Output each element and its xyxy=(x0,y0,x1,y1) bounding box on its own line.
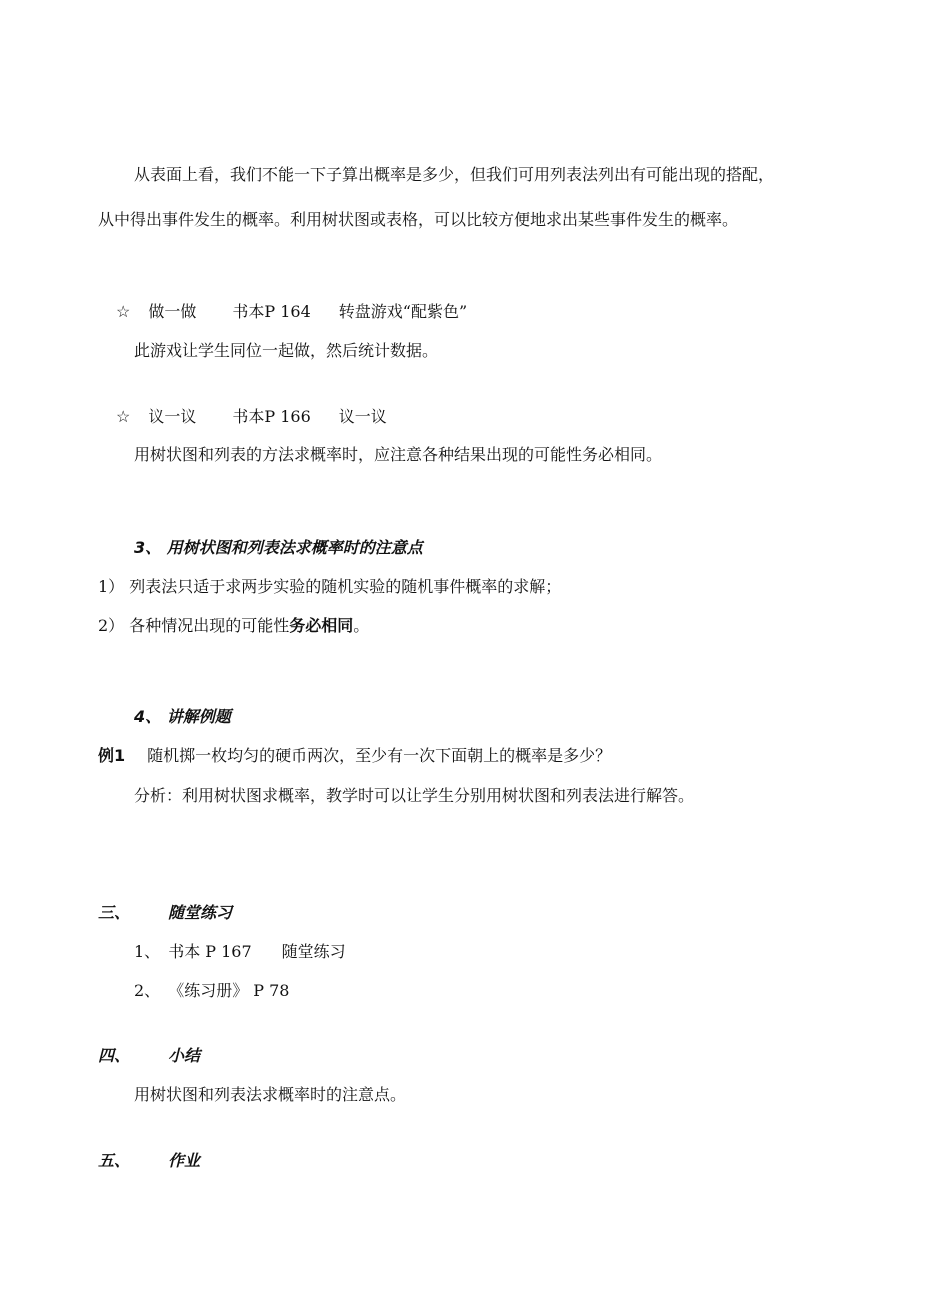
item-text: 2） 各种情况出现的可能性 xyxy=(98,616,290,635)
activity-title: 转盘游戏“配紫色” xyxy=(338,302,468,321)
section-3-heading: 3、 用树状图和列表法求概率时的注意点 xyxy=(134,538,423,557)
activity-do-desc: 此游戏让学生同位一起做，然后统计数据。 xyxy=(134,341,439,360)
item-title: 随堂练习 xyxy=(281,942,346,961)
part-title: 小结 xyxy=(168,1046,201,1065)
practice-item-2 xyxy=(134,981,290,1001)
part-number: 四、 xyxy=(98,1046,131,1065)
example-row xyxy=(98,746,611,766)
activity-label: 做一做 xyxy=(148,302,197,321)
star-icon: ☆ xyxy=(116,407,131,426)
part-number: 三、 xyxy=(98,903,131,922)
summary-text: 用树状图和列表法求概率时的注意点。 xyxy=(134,1085,407,1104)
item-punct: 。 xyxy=(353,616,370,635)
section-3-item-2 xyxy=(98,616,369,636)
intro-line-1: 从表面上看，我们不能一下子算出概率是多少，但我们可用列表法列出有可能出现的搭配， xyxy=(134,165,775,184)
item-text: 《练习册》 P 78 xyxy=(168,981,290,1000)
intro-line-2: 从中得出事件发生的概率。利用树状图或表格，可以比较方便地求出某些事件发生的概率。 xyxy=(98,210,739,229)
book-reference: 书本P 164 xyxy=(232,302,311,321)
activity-label: 议一议 xyxy=(148,407,197,426)
part-4-heading xyxy=(98,1046,200,1066)
activity-discuss-desc: 用树状图和列表的方法求概率时，应注意各种结果出现的可能性务必相同。 xyxy=(134,445,663,464)
book-reference: 书本P 166 xyxy=(232,407,311,426)
activity-do-row xyxy=(116,302,467,322)
section-3-item-1: 1） 列表法只适于求两步实验的随机实验的随机事件概率的求解； xyxy=(98,577,562,596)
item-number: 1、 xyxy=(134,942,161,961)
example-analysis: 分析：利用树状图求概率，教学时可以让学生分别用树状图和列表法进行解答。 xyxy=(134,786,695,805)
star-icon: ☆ xyxy=(116,302,131,321)
example-label: 例1 xyxy=(98,746,126,765)
part-number: 五、 xyxy=(98,1151,131,1170)
part-title: 随堂练习 xyxy=(168,903,233,922)
part-3-heading xyxy=(98,903,232,923)
activity-title: 议一议 xyxy=(338,407,387,426)
book-reference: 书本 P 167 xyxy=(168,942,252,961)
example-text: 随机掷一枚均匀的硬币两次，至少有一次下面朝上的概率是多少？ xyxy=(147,746,612,765)
part-5-heading xyxy=(98,1151,200,1171)
item-number: 2、 xyxy=(134,981,161,1000)
section-4-heading: 4、 讲解例题 xyxy=(134,707,231,726)
activity-discuss-row xyxy=(116,407,387,427)
emphasis-text: 务必相同 xyxy=(289,616,354,635)
part-title: 作业 xyxy=(168,1151,201,1170)
practice-item-1 xyxy=(134,942,346,962)
